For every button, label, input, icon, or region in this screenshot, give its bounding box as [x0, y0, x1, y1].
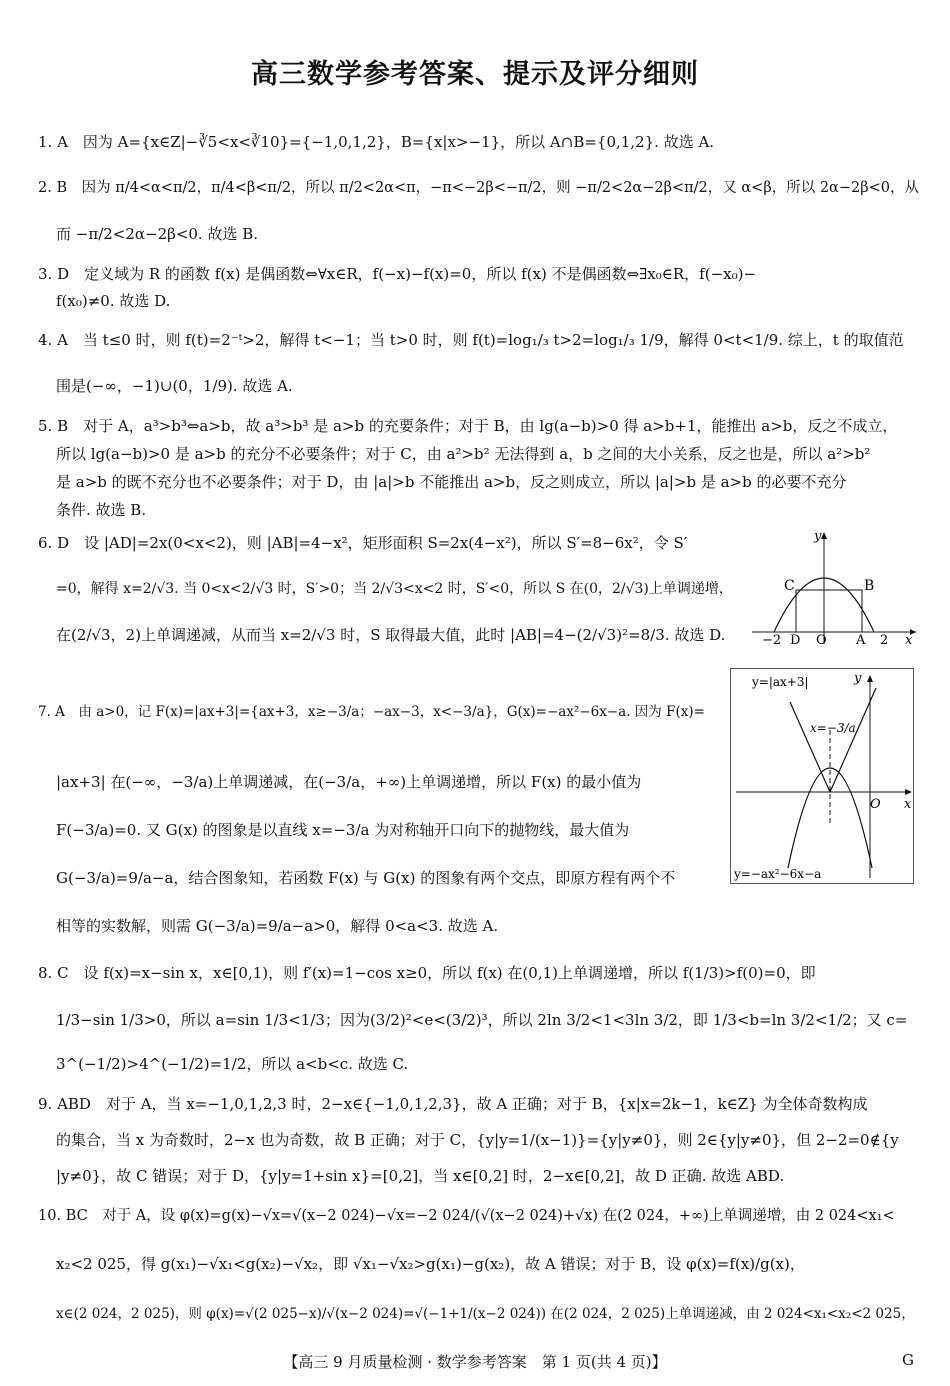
answer-line: 是 a>b 的既不充分也不必要条件；对于 D，由 |a|>b 不能推出 a>b，反之则成立，所以 |a|>b 是 a>b 的必要不充分 [56, 473, 847, 491]
fig6-label-neg2: −2 [762, 633, 782, 648]
answer-line: 围是(−∞，−1)∪(0，1/9). 故选 A. [56, 377, 293, 395]
fig6-label-c: C [784, 578, 795, 594]
fig6-label-x: x [905, 633, 913, 648]
answer-line: x∈(2 024，2 025)，则 φ(x)=√(2 025−x)/√(x−2 024)=√(−1+1/(x−2 024)) 在(2 024，2 025)上单调递减，由 2 024<x₁<x₂<2 025， [56, 1306, 915, 1322]
answer-line: 8. C 设 f(x)=x−sin x，x∈[0,1)，则 f′(x)=1−cos x≥0，所以 f(x) 在(0,1)上单调递增，所以 f(1/3)>f(0)=0，即 [38, 964, 816, 982]
answer-line: 1. A 因为 A={x∈Z|−∛5<x<∛10}={−1,0,1,2}，B={x|x>−1}，所以 A∩B={0,1,2}. 故选 A. [38, 133, 715, 151]
answer-line: f(x₀)≠0. 故选 D. [56, 292, 171, 310]
answer-line: 4. A 当 t≤0 时，则 f(t)=2⁻ᵗ>2，解得 t<−1；当 t>0 时，则 f(t)=log₁/₃ t>2=log₁/₃ 1/9，解得 0<t<1/9. 综上，t 的取值范 [38, 331, 904, 349]
fig7-label-abs: y=|ax+3| [752, 675, 809, 689]
answer-line: 而 −π/2<2α−2β<0. 故选 B. [56, 225, 259, 243]
fig7-label-x: x [904, 797, 912, 812]
answer-line: 相等的实数解，则需 G(−3/a)=9/a−a>0，解得 0<a<3. 故选 A. [56, 917, 499, 935]
answer-line: G(−3/a)=9/a−a，结合图象知，若函数 F(x) 与 G(x) 的图象有两个交点，即原方程有两个不 [56, 869, 676, 887]
fig7-label-y: y [854, 671, 862, 686]
answer-line: 6. D 设 |AD|=2x(0<x<2)，则 |AB|=4−x²，矩形面积 S=2x(4−x²)，所以 S′=8−6x²，令 S′ [38, 534, 688, 552]
answer-line: 条件. 故选 B. [56, 501, 147, 519]
answer-line: 10. BC 对于 A，设 φ(x)=g(x)−√x=√(x−2 024)−√x=−2 024/(√(x−2 024)+√x) 在(2 024，+∞)上单调递增，由 2 024<x₁< [38, 1208, 895, 1224]
answer-line: 9. ABD 对于 A，当 x=−1,0,1,2,3 时，2−x∈{−1,0,1,2,3}，故 A 正确；对于 B，{x|x=2k−1，k∈Z} 为全体奇数构成 [38, 1095, 868, 1113]
answer-line: 2. B 因为 π/4<α<π/2，π/4<β<π/2，所以 π/2<2α<π，−π<−2β<−π/2，则 −π/2<2α−2β<π/2，又 α<β，所以 2α−2β<0，从 [38, 180, 919, 196]
fig6-label-d: D [790, 633, 801, 648]
answer-line: 的集合，当 x 为奇数时，2−x 也为奇数，故 B 正确；对于 C，{y|y=1/(x−1)}={y|y≠0}，则 2∈{y|y≠0}，但 2−2=0∉{y [56, 1131, 899, 1149]
answer-line: x₂<2 025，得 g(x₁)−√x₁<g(x₂)−√x₂，即 √x₁−√x₂>g(x₁)−g(x₂)，故 A 错误；对于 B，设 φ(x)=f(x)/g(x)， [56, 1255, 805, 1273]
fig7-label-o: O [870, 797, 881, 812]
answer-line: 3^(−1/2)>4^(−1/2)=1/2，所以 a<b<c. 故选 C. [56, 1055, 409, 1073]
fig6-label-2: 2 [880, 633, 889, 648]
fig6-label-y: y [814, 529, 822, 544]
page-footer: 【高三 9 月质量检测 · 数学参考答案 第 1 页(共 4 页)】 [283, 1353, 667, 1371]
answer-line: 在(2/√3，2)上单调递减，从而当 x=2/√3 时，S 取得最大值，此时 |AB|=4−(2/√3)²=8/3. 故选 D. [56, 626, 726, 644]
fig6-label-b: B [864, 578, 875, 594]
page-title: 高三数学参考答案、提示及评分细则 [251, 59, 699, 90]
answer-line: 3. D 定义域为 R 的函数 f(x) 是偶函数⇔∀x∈R，f(−x)−f(x)=0，所以 f(x) 不是偶函数⇔∃x₀∈R，f(−x₀)− [38, 265, 757, 283]
fig6-label-o: O [816, 633, 827, 648]
answer-line: |ax+3| 在(−∞，−3/a)上单调递减，在(−3/a，+∞)上单调递增，所以 F(x) 的最小值为 [56, 773, 642, 791]
fig7-label-parabola: y=−ax²−6x−a [734, 867, 822, 881]
figure-7-graphs [730, 668, 914, 884]
answer-line: 5. B 对于 A，a³>b³⇔a>b，故 a³>b³ 是 a>b 的充要条件；对于 B，由 lg(a−b)>0 得 a>b+1，能推出 a>b，反之不成立， [38, 417, 898, 435]
figure-6-parabola-rectangle [748, 528, 920, 648]
answer-line: 1/3−sin 1/3>0，所以 a=sin 1/3<1/3；因为(3/2)²<e<(3/2)³，所以 2ln 3/2<1<3ln 3/2，即 1/3<b=ln 3/2<1/2；又 c= [56, 1011, 908, 1029]
answer-line: 所以 lg(a−b)>0 是 a>b 的充分不必要条件；对于 C，由 a²>b² 无法得到 a，b 之间的大小关系，反之也是，所以 a²>b² [56, 445, 871, 463]
fig7-label-axis: x=−3/a [810, 721, 856, 735]
answer-line: F(−3/a)=0. 又 G(x) 的图象是以直线 x=−3/a 为对称轴开口向下的抛物线，最大值为 [56, 821, 630, 839]
answer-line: |y≠0}，故 C 错误；对于 D，{y|y=1+sin x}=[0,2]，当 x∈[0,2] 时，2−x∈[0,2]，故 D 正确. 故选 ABD. [56, 1167, 785, 1185]
fig6-label-a: A [856, 633, 866, 648]
answer-line: =0，解得 x=2/√3. 当 0<x<2/√3 时，S′>0；当 2/√3<x<2 时，S′<0，所以 S 在(0，2/√3)上单调递增， [56, 581, 733, 597]
answer-line: 7. A 由 a>0，记 F(x)=|ax+3|={ax+3，x≥−3/a；−ax−3，x<−3/a}，G(x)=−ax²−6x−a. 因为 F(x)= [38, 704, 705, 720]
footer-version-mark: G [902, 1351, 914, 1369]
